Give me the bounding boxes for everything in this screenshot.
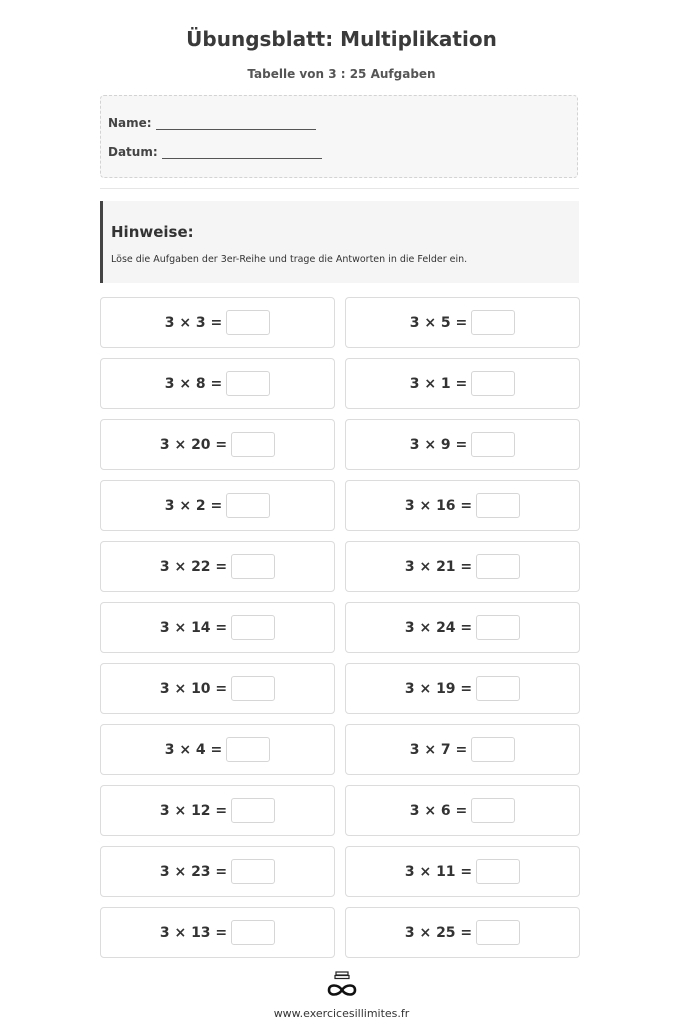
hint-title: Hinweise: [111,223,194,241]
problem-expression: 3 × 22 = [159,558,228,575]
problem-expression: 3 × 2 = [164,497,223,514]
answer-input[interactable] [231,615,275,640]
answer-input[interactable] [476,676,520,701]
problem-card [100,724,335,775]
answer-input[interactable] [231,554,275,579]
problem-expression: 3 × 7 = [409,741,468,758]
hint-box [100,201,579,283]
problem-expression: 3 × 9 = [409,436,468,453]
problem-expression: 3 × 11 = [404,863,473,880]
problem-card [100,907,335,958]
problem-card [345,358,580,409]
problem-card [100,602,335,653]
answer-input[interactable] [471,371,515,396]
problem-card [345,419,580,470]
answer-input[interactable] [226,310,270,335]
name-line[interactable] [156,117,316,130]
problem-expression: 3 × 4 = [164,741,223,758]
problem-card [100,846,335,897]
problem-expression: 3 × 5 = [409,314,468,331]
answer-input[interactable] [231,859,275,884]
problem-card [345,541,580,592]
answer-input[interactable] [471,737,515,762]
problem-expression: 3 × 20 = [159,436,228,453]
problem-card [345,846,580,897]
answer-input[interactable] [231,432,275,457]
answer-input[interactable] [471,798,515,823]
answer-input[interactable] [231,676,275,701]
answer-input[interactable] [471,310,515,335]
problem-expression: 3 × 6 = [409,802,468,819]
answer-input[interactable] [471,432,515,457]
problem-expression: 3 × 13 = [159,924,228,941]
answer-input[interactable] [231,798,275,823]
answer-input[interactable] [476,554,520,579]
problem-expression: 3 × 24 = [404,619,473,636]
problem-expression: 3 × 12 = [159,802,228,819]
problem-grid [100,297,580,958]
answer-input[interactable] [476,920,520,945]
problem-expression: 3 × 25 = [404,924,473,941]
footer-url[interactable]: www.exercicesillimites.fr [273,1007,410,1020]
infinity-books-icon [326,971,358,999]
problem-expression: 3 × 16 = [404,497,473,514]
answer-input[interactable] [226,493,270,518]
answer-input[interactable] [476,493,520,518]
name-row [108,116,316,130]
name-label: Name: [108,116,152,130]
answer-input[interactable] [226,371,270,396]
page-subtitle: Tabelle von 3 : 25 Aufgaben [247,67,436,81]
problem-card [100,480,335,531]
problem-card [345,480,580,531]
problem-expression: 3 × 14 = [159,619,228,636]
problem-card [345,907,580,958]
hint-text: Löse die Aufgaben der 3er-Reihe und trage die Antworten in die Felder ein. [111,254,468,265]
problem-expression: 3 × 1 = [409,375,468,392]
answer-input[interactable] [226,737,270,762]
problem-expression: 3 × 19 = [404,680,473,697]
problem-card [345,724,580,775]
problem-card [100,358,335,409]
problem-card [100,785,335,836]
date-label: Datum: [108,145,158,159]
date-row [108,145,322,159]
problem-card [100,541,335,592]
answer-input[interactable] [231,920,275,945]
problem-expression: 3 × 23 = [159,863,228,880]
problem-card [345,785,580,836]
problem-card [345,663,580,714]
problem-expression: 3 × 8 = [164,375,223,392]
student-info-box [100,95,578,178]
date-line[interactable] [162,146,322,159]
problem-expression: 3 × 3 = [164,314,223,331]
problem-card [100,419,335,470]
divider [100,188,579,189]
answer-input[interactable] [476,859,520,884]
problem-card [345,602,580,653]
problem-card [345,297,580,348]
problem-card [100,297,335,348]
answer-input[interactable] [476,615,520,640]
page-title: Übungsblatt: Multiplikation [186,27,497,51]
problem-expression: 3 × 10 = [159,680,228,697]
problem-expression: 3 × 21 = [404,558,473,575]
problem-card [100,663,335,714]
